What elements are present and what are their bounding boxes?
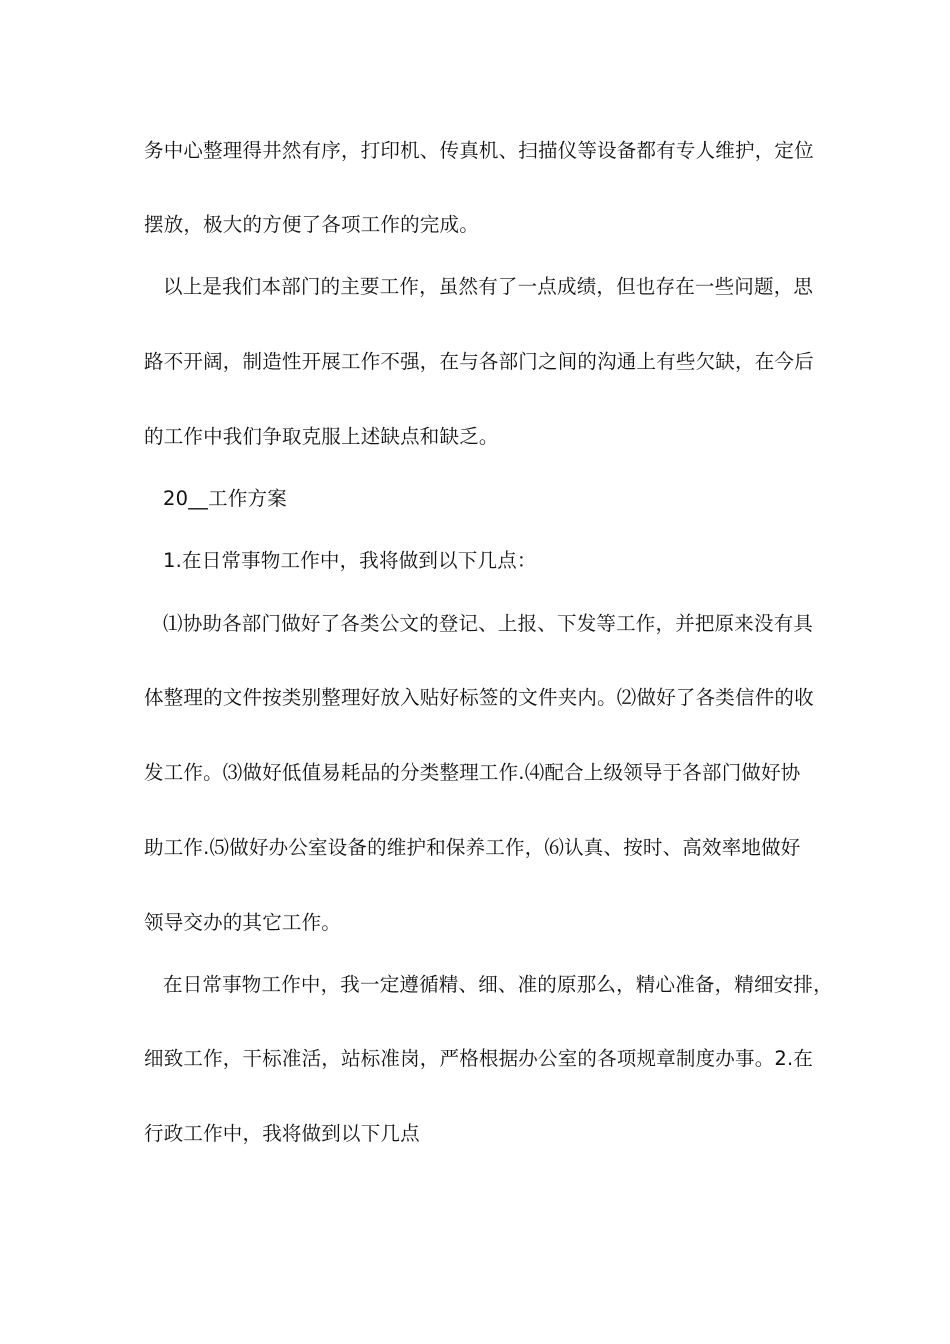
text-line: 细致工作，干标准活，站标准岗，严格根据办公室的各项规章制度办事。2.在 xyxy=(144,1047,814,1070)
text-line: 以上是我们本部门的主要工作，虽然有了一点成绩，但也存在一些问题，思 xyxy=(163,275,814,298)
section-heading: 20__工作方案 xyxy=(163,487,287,510)
text-line: 在日常事物工作中，我一定遵循精、细、准的原那么，精心准备，精细安排， xyxy=(163,973,833,996)
text-line: 务中心整理得井然有序，打印机、传真机、扫描仪等设备都有专人维护，定位 xyxy=(144,139,814,162)
text-line: 路不开阔，制造性开展工作不强，在与各部门之间的沟通上有些欠缺，在今后 xyxy=(144,350,814,373)
text-line: 体整理的文件按类别整理好放入贴好标签的文件夹内。⑵做好了各类信件的收 xyxy=(144,686,814,709)
text-line: 的工作中我们争取克服上述缺点和缺乏。 xyxy=(144,425,499,448)
text-line: 领导交办的其它工作。 xyxy=(144,911,342,934)
text-line: 摆放，极大的方便了各项工作的完成。 xyxy=(144,213,479,236)
text-line: 助工作.⑸做好办公室设备的维护和保养工作，⑹认真、按时、高效率地做好 xyxy=(144,836,801,859)
text-line: 1.在日常事物工作中，我将做到以下几点： xyxy=(163,549,537,572)
text-line: 发工作。⑶做好低值易耗品的分类整理工作.⑷配合上级领导于各部门做好协 xyxy=(144,761,801,784)
text-line: 行政工作中，我将做到以下几点 xyxy=(144,1122,420,1145)
text-line: ⑴协助各部门做好了各类公文的登记、上报、下发等工作，并把原来没有具 xyxy=(163,612,814,635)
